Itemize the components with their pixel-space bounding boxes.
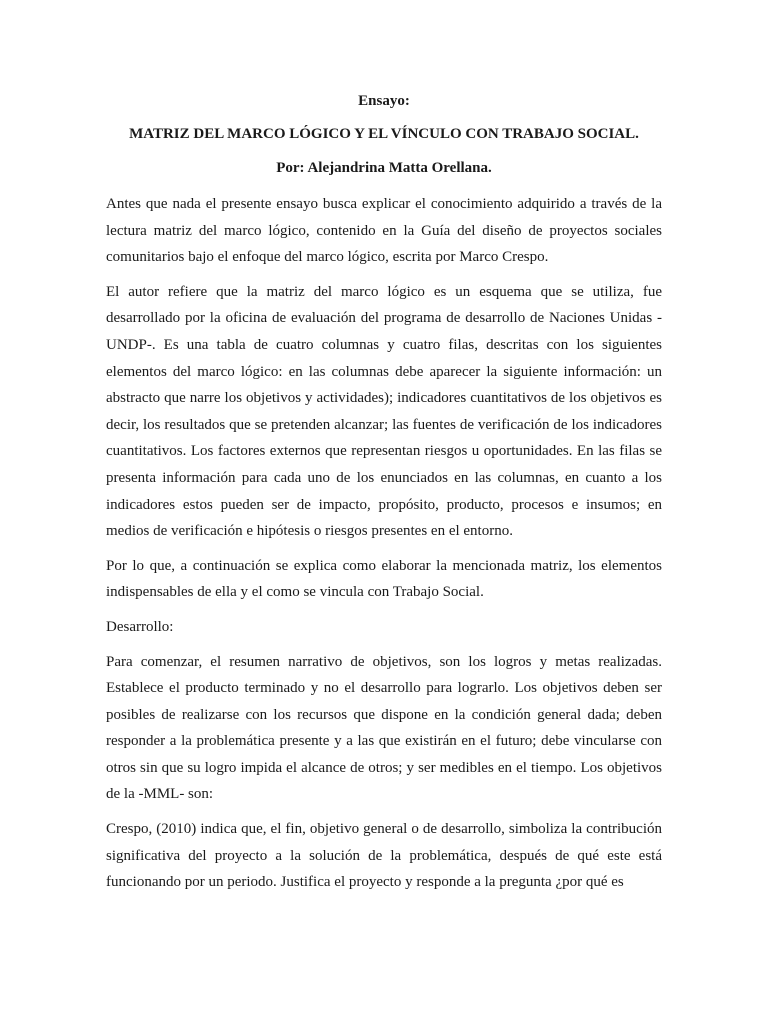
paragraph-transition: Por lo que, a continuación se explica como elaborar la mencionada matriz, los elementos indispensables de ella y el como se vincula con Trabajo Social. bbox=[106, 557, 662, 601]
paragraph-objectives: Para comenzar, el resumen narrativo de objetivos, son los logros y metas realizadas. Establece el producto terminado y no el desarrollo para lograrlo. Los objetivos deben ser posibles de realizarse con los recursos que dispone en la condición general dada; deben responder a la problemática presente y a las que existirán en el futuro; debe vincularse con otros sin que su logro impida el alcance de otros; y ser medibles en el tiempo. Los objetivos de la -MML- son: bbox=[106, 653, 662, 803]
document-body bbox=[106, 90, 662, 904]
paragraph-matrix-description: El autor refiere que la matriz del marco lógico es un esquema que se utiliza, fue desarrollado por la oficina de evaluación del programa de desarrollo de Naciones Unidas -UNDP-. Es una tabla de cuatro columnas y cuatro filas, descritas con los siguientes elementos del marco lógico: en las columnas debe aparecer la siguiente información: un abstracto que narre los objetivos y actividades); indicadores cuantitativos de los objetivos es decir, los resultados que se pretenden alcanzar; las fuentes de verificación de los indicadores cuantitativos. Los factores externos que representan riesgos u oportunidades. En las filas se presenta información para cada uno de los enunciados en las columnas, en cuanto a los indicadores estos pueden ser de impacto, propósito, producto, procesos e insumos; en medios de verificación e hipótesis o riesgos presentes en el entorno. bbox=[106, 283, 662, 540]
paragraph-intro: Antes que nada el presente ensayo busca explicar el conocimiento adquirido a través de la lectura matriz del marco lógico, contenido en la Guía del diseño de proyectos sociales comunitarios bajo el enfoque del marco lógico, escrita por Marco Crespo. bbox=[106, 196, 662, 266]
section-heading-desarrollo: Desarrollo: bbox=[106, 618, 174, 635]
paragraph-crespo-fin: Crespo, (2010) indica que, el fin, objetivo general o de desarrollo, simboliza la contribución significativa del proyecto a la solución de la problemática, después de qué este está funcionando por un periodo. Justifica el proyecto y responde a la pregunta ¿por qué es bbox=[106, 821, 662, 891]
document-title: MATRIZ DEL MARCO LÓGICO Y EL VÍNCULO CON TRABAJO SOCIAL. bbox=[129, 126, 639, 142]
document-author: Por: Alejandrina Matta Orellana. bbox=[276, 160, 492, 176]
document-label: Ensayo: bbox=[358, 93, 410, 109]
